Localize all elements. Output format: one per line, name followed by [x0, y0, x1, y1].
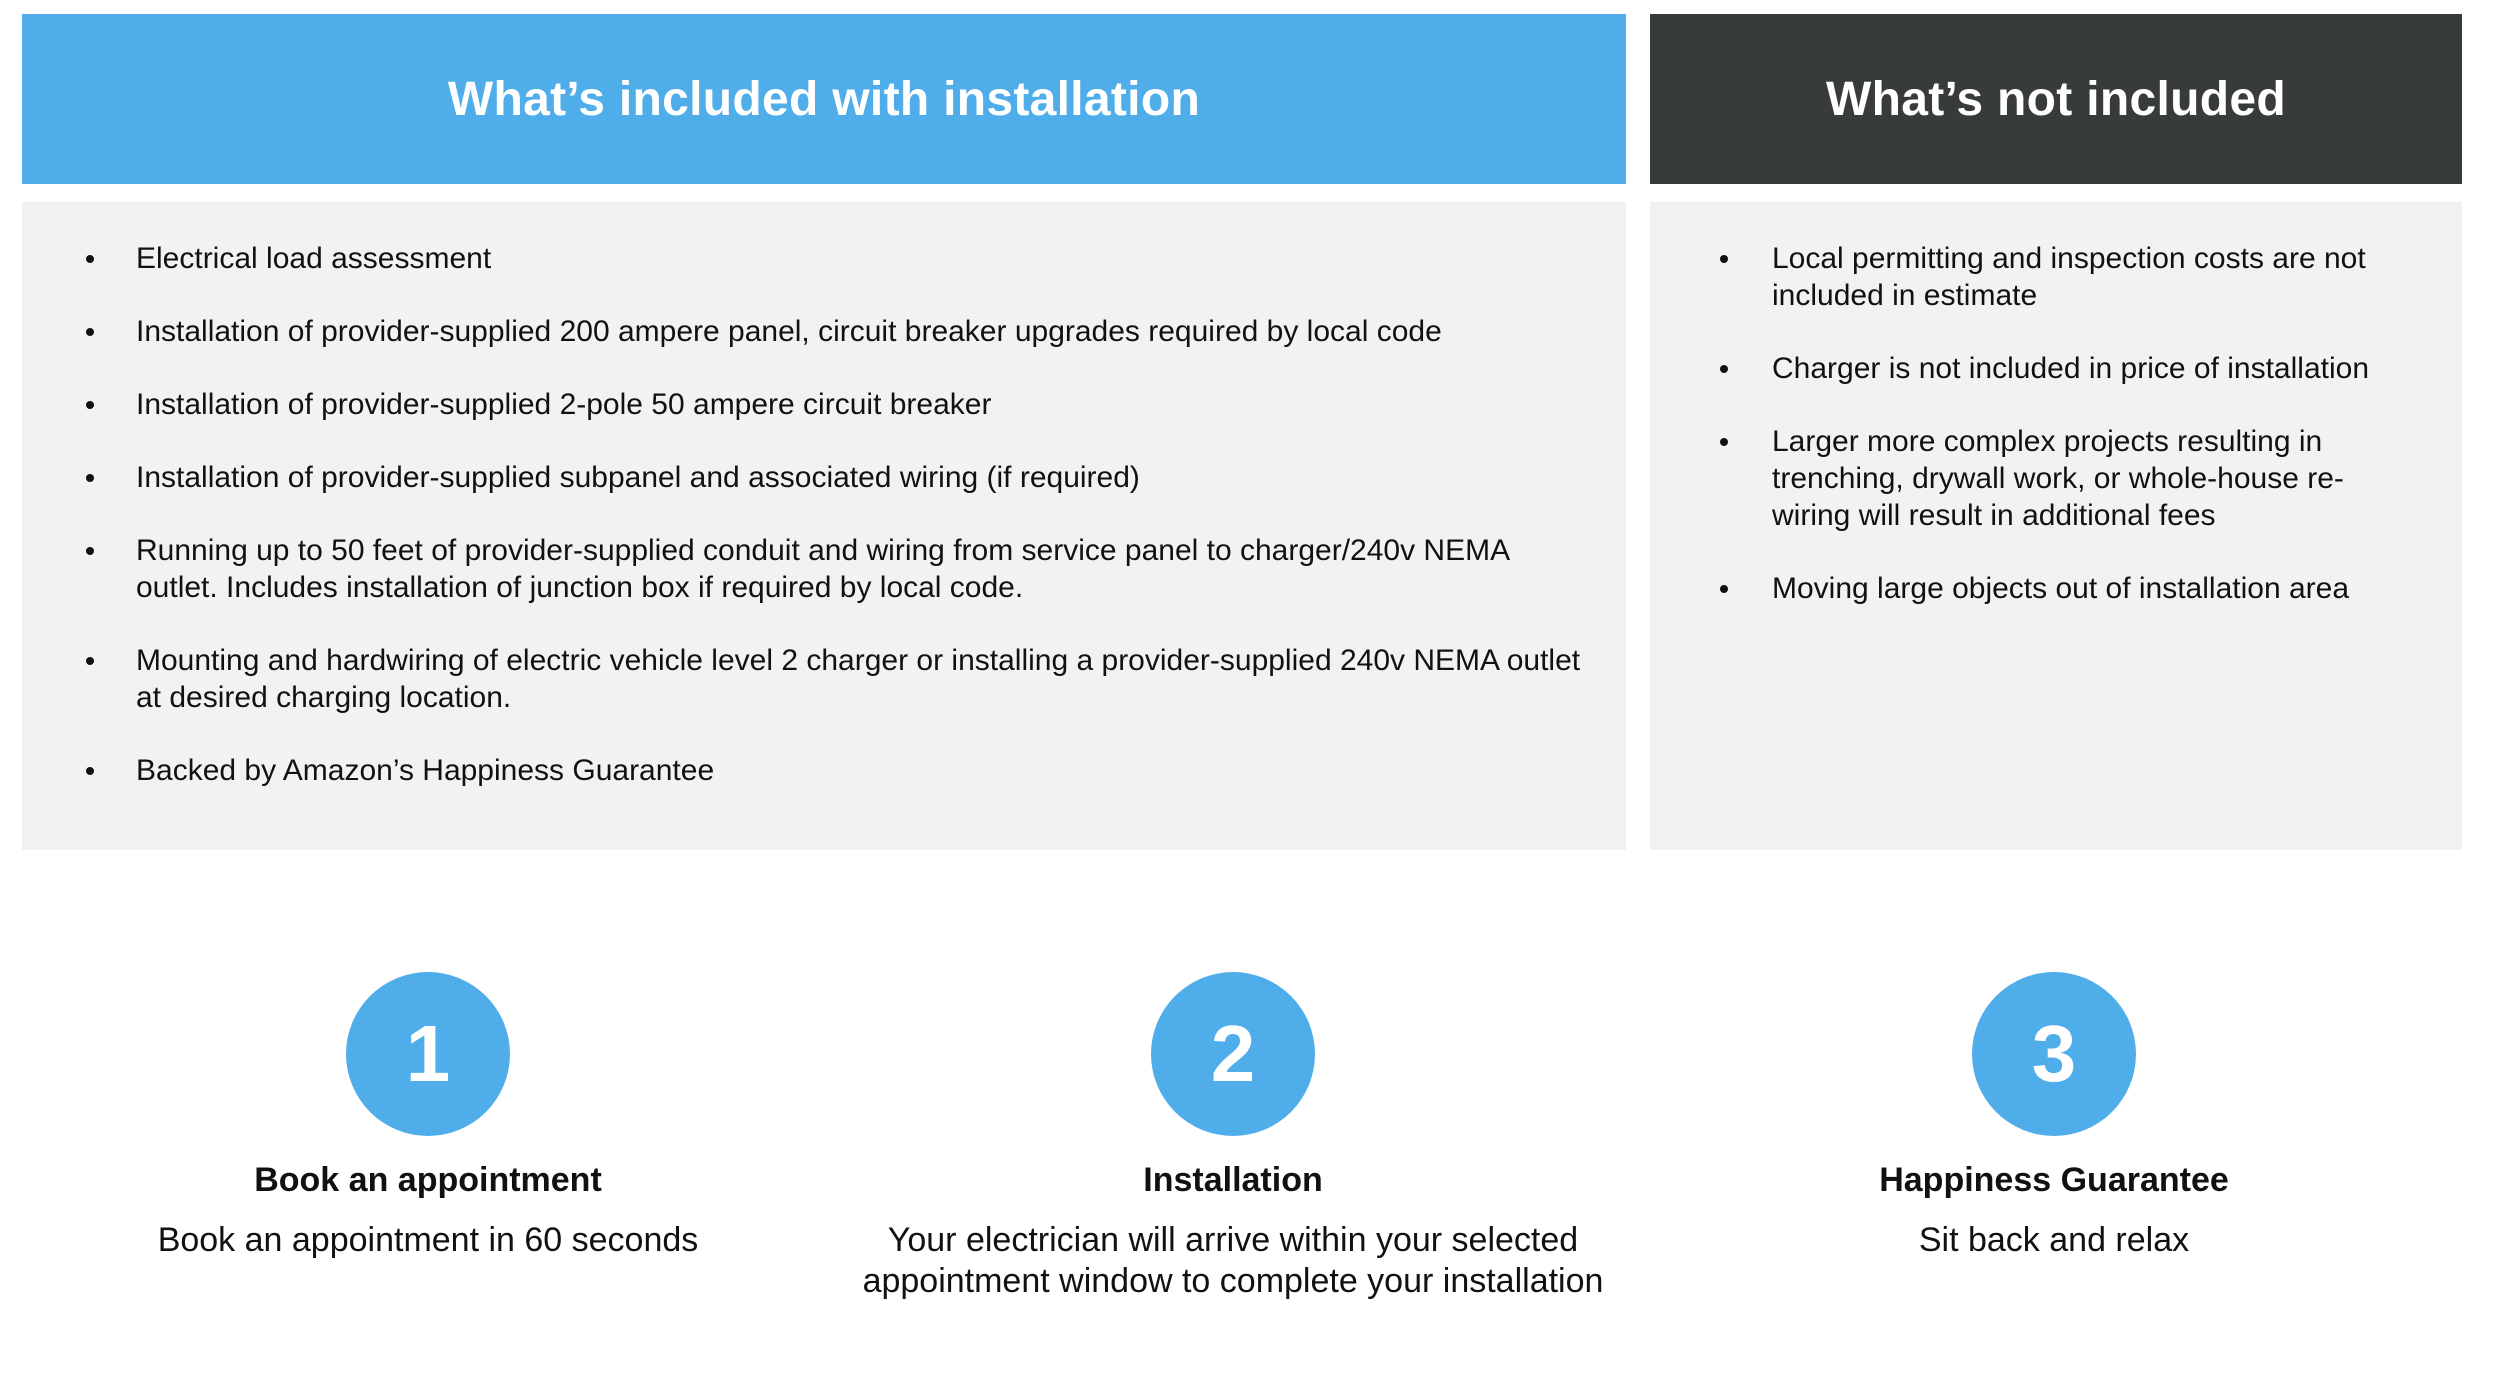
list-item: Installation of provider-supplied 2-pole 50 ampere circuit breaker — [22, 386, 1586, 423]
list-item: Electrical load assessment — [22, 240, 1586, 277]
list-item: Installation of provider-supplied subpanel and associated wiring (if required) — [22, 459, 1586, 496]
bullet-icon — [1720, 255, 1728, 263]
bullet-icon — [86, 657, 94, 665]
bullet-icon — [1720, 585, 1728, 593]
not-included-list — [1650, 240, 2412, 607]
step-installation — [833, 972, 1633, 1302]
bullet-icon — [86, 255, 94, 263]
list-item: Charger is not included in price of installation — [1650, 350, 2412, 387]
step-description: Your electrician will arrive within your selected appointment window to complete your installation — [862, 1221, 1604, 1300]
step-number-badge: 2 — [1151, 972, 1315, 1136]
list-item: Local permitting and inspection costs are not included in estimate — [1650, 240, 2412, 314]
included-title: What’s included with installation — [447, 72, 1201, 126]
step-title: Happiness Guarantee — [1879, 1161, 2229, 1199]
bullet-icon — [1720, 438, 1728, 446]
bullet-icon — [86, 328, 94, 336]
step-title: Book an appointment — [254, 1161, 602, 1199]
list-item: Installation of provider-supplied 200 ampere panel, circuit breaker upgrades required by local code — [22, 313, 1586, 350]
included-panel — [22, 202, 1626, 850]
step-number-badge: 1 — [346, 972, 510, 1136]
step-number-badge: 3 — [1972, 972, 2136, 1136]
step-description: Sit back and relax — [1918, 1221, 2190, 1259]
list-item: Backed by Amazon’s Happiness Guarantee — [22, 752, 1586, 789]
list-item: Larger more complex projects resulting in trenching, drywall work, or whole-house re-wiring will result in additional fees — [1650, 423, 2412, 534]
bullet-icon — [86, 547, 94, 555]
bullet-icon — [1720, 365, 1728, 373]
not-included-header — [1650, 14, 2462, 184]
step-book-appointment — [28, 972, 828, 1261]
step-happiness-guarantee — [1654, 972, 2454, 1261]
list-item: Running up to 50 feet of provider-supplied conduit and wiring from service panel to charger/240v NEMA outlet. Includes installation of junction box if required by local code. — [22, 532, 1586, 606]
included-header — [22, 14, 1626, 184]
not-included-panel — [1650, 202, 2462, 850]
included-list — [22, 240, 1586, 789]
step-title: Installation — [1143, 1161, 1323, 1199]
list-item: Moving large objects out of installation area — [1650, 570, 2412, 607]
bullet-icon — [86, 401, 94, 409]
bullet-icon — [86, 767, 94, 775]
step-description: Book an appointment in 60 seconds — [157, 1221, 699, 1259]
bullet-icon — [86, 474, 94, 482]
list-item: Mounting and hardwiring of electric vehicle level 2 charger or installing a provider-supplied 240v NEMA outlet at desired charging location. — [22, 642, 1586, 716]
not-included-title: What’s not included — [1826, 72, 2286, 126]
